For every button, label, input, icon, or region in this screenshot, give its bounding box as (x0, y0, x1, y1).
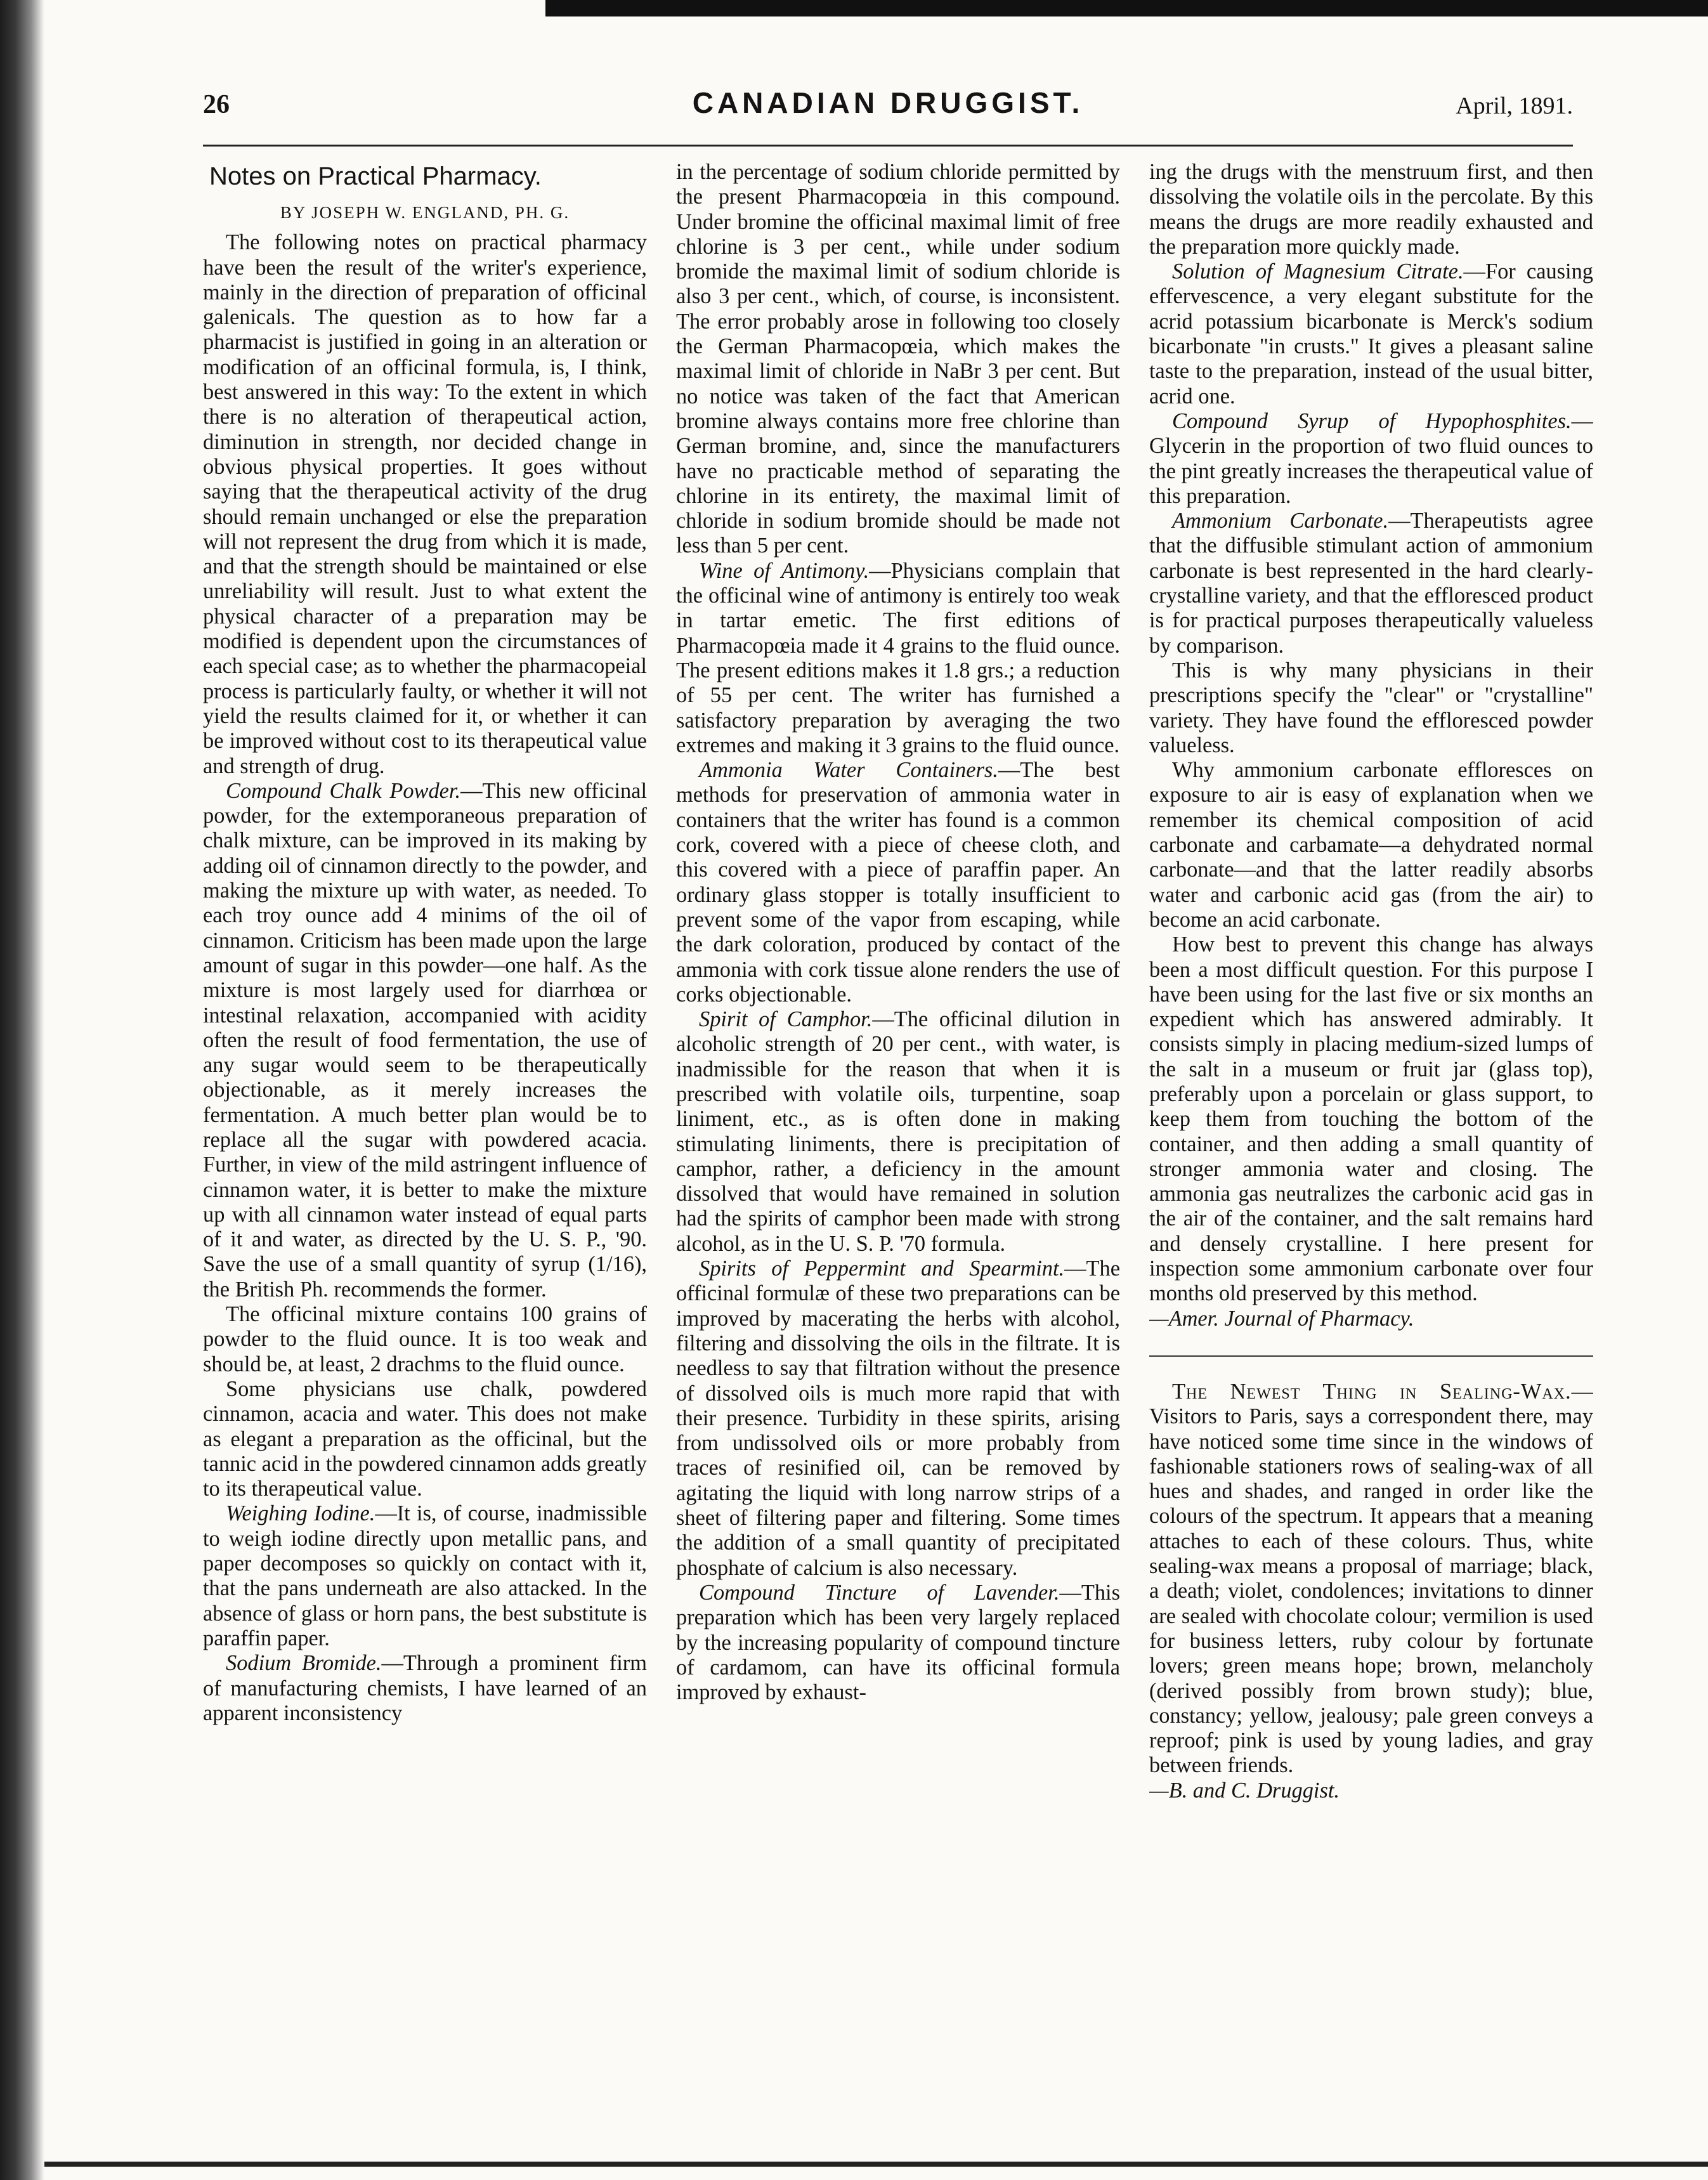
bromide-section (203, 1651, 647, 1726)
antimony-section (676, 559, 1120, 758)
intro-paragraph: The following notes on practical pharmacy have been the result of the writer's experience, mainly in the direction of preparation of officinal galenicals. The question as to how far a pharmacist is justified in going in an alteration or modification of an officinal formula, is, I think, best answered in this way: To the extent in which there is no alteration of therapeutical action, diminution in strength, nor decided change in obvious physical properties. It goes without saying that the therapeutical activity of the drug should remain unchanged or else the preparation will not represent the drug from which it is made, and that the strength should be maintained or else unreliability will result. Just to what extent the physical character of a preparation may be modified is dependent upon the circumstances of each special case; as to whether the pharmacopeial process is particularly faulty, or whether it will not yield the results claimed for it, or whether it can be improved without cost to its therapeutical value and strength of drug. (203, 230, 647, 778)
ammonia-text: —The best methods for preservation of ammonia water in containers that the writer has found is a common cork, covered with a piece of cheese cloth, and this covered with a piece of paraffin paper. An ordinary glass stopper is totally insufficient to prevent some of the vapor from escaping, while the dark coloration, produced by contact of the ammonia with cork tissue alone renders the use of corks objectionable. (676, 758, 1120, 1007)
peppermint-text: —The officinal formulæ of these two preparations can be improved by macerating the herbs with alcohol, filtering and dissolving the oils in the filtrate. It is needless to say that filtration without the presence of dissolved oils is much more rapid that with their presence. Turbidity in these spirits, arising from undissolved oils or more probably from traces of resinified oil, can be removed by agitating the liquid with long narrow strips of a sheet of filtering paper and filtering. Some times the addition of a small quantity of precipitated phosphate of calcium is also necessary. (676, 1256, 1120, 1580)
bromide-heading: Sodium Bromide. (226, 1651, 382, 1676)
journal-title: CANADIAN DRUGGIST. (692, 86, 1084, 119)
column-3 (1149, 160, 1593, 2139)
lavender-continued: ing the drugs with the menstruum first, and then dissolving the volatile oils in the percolate. By this means the drugs are more readily exhausted and the preparation more quickly made. (1149, 160, 1593, 259)
page-header (203, 86, 1573, 124)
chalk-text: —This new officinal powder, for the extemporaneous preparation of chalk mixture, can be improved in its making by adding oil of cinnamon directly to the powder, and making the mixture up with water, as needed. To each troy ounce add 4 minims of the oil of cinnamon. Criticism has been made upon the large amount of sugar in this powder—one half. As the mixture is most largely used for diarrhœa or intestinal relaxation, accompanied with acidity often the result of food fermentation, the use of any sugar would seem to be therapeutically objectionable, as it merely increases the fermentation. A much better plan would be to replace all the sugar with powdered acacia. Further, in view of the mild astringent influence of cinnamon water, it is better to make the mixture up with all cinnamon water instead of equal parts of it and water, as directed by the U. S. P., '90. Save the use of a small quantity of syrup (1/16), the British Ph. recommends the former. (203, 778, 647, 1302)
column-1 (203, 160, 647, 2139)
sealing-wax-heading: The Newest Thing in Sealing-Wax. (1172, 1379, 1572, 1404)
lavender-heading: Compound Tincture of Lavender. (699, 1580, 1060, 1605)
section-separator (1149, 1355, 1593, 1357)
bottom-rule (44, 2162, 1708, 2167)
carbonate-paragraph-4: How best to prevent this change has always been a most difficult question. For this purpose I have been using for the last five or six months an expedient which has answered admirably. It consists simply in placing medium-sized lumps of the salt in a museum or fruit jar (glass top), preferably upon a porcelain or glass support, to keep them from touching the bottom of the container, and then adding a small quantity of stronger ammonia water and closing. The ammonia gas neutralizes the carbonic acid gas in the air of the container, and the salt remains hard and densely crystalline. I here present for inspection some ammonium carbonate over four months old preserved by this method. (1149, 932, 1593, 1306)
carbonate-heading: Ammonium Carbonate. (1172, 509, 1389, 533)
sealing-wax-text: —Visitors to Paris, says a correspondent there, may have noticed some time since in the windows of fashionable stationers rows of sealing-wax of all hues and shades, and ranged in order like the colours of the spectrum. It appears that a meaning attaches to each of these colours. Thus, white sealing-wax means a proposal of marriage; black, a death; violet, condolences; invitations to dinner are sealed with chocolate colour; vermilion is used for business letters, ruby colour by fortunate lovers; green means hope; brown, melancholy (derived possibly from brown study); blue, constancy; yellow, jealousy; pale green conveys a reproof; pink is used by young ladies, and gray between friends. (1149, 1379, 1593, 1778)
camphor-section (676, 1007, 1120, 1256)
iodine-text: —It is, of course, inadmissible to weigh iodine directly upon metallic pans, and paper decomposes so quickly on contact with it, that the pans underneath are also attacked. In the absence of glass or horn pans, the best substitute is paraffin paper. (203, 1501, 647, 1650)
chalk-heading: Compound Chalk Powder. (226, 778, 461, 803)
hypophosphites-section (1149, 409, 1593, 509)
carbonate-text: —Therapeutists agree that the diffusible stimulant action of ammonium carbonate is best represented in the hard clearly-crystalline variety, and that the effloresced product is for practical purposes therapeutically valueless by comparison. (1149, 509, 1593, 658)
page-number: 26 (203, 90, 230, 119)
lavender-text: —This preparation which has been very largely replaced by the increasing popularity of compound tincture of cardamom, can have its officinal formula improved by exhaust- (676, 1580, 1120, 1705)
sealing-wax-section (1149, 1380, 1593, 1779)
iodine-heading: Weighing Iodine. (226, 1501, 375, 1526)
bromide-continued: in the percentage of sodium chloride permitted by the present Pharmacopœia in this compound. Under bromine the officinal maximal limit of free chlorine is 3 per cent., while under sodium bromide the maximal limit of sodium chloride is also 3 per cent., which, of course, is inconsistent. The error probably arose in following too closely the German Pharmacopœia, which makes the maximal limit of chloride in NaBr 3 per cent. But no notice was taken of the fact that American bromine always contains more free chlorine than German bromine, and, since the manufacturers have no practicable method of separating the chlorine in its entirety, the maximal limit of chloride in sodium bromide should be made not less than 5 per cent. (676, 160, 1120, 558)
issue-date: April, 1891. (1456, 93, 1573, 119)
camphor-text: —The officinal dilution in alcoholic strength of 20 per cent., with water, is inadmissible for the reason that when it is prescribed with volatile oils, turpentine, soap liniment, etc., as is often done in making stimulating liniments, there is precipitation of camphor, rather, a deficiency in the amount dissolved that would have remained in solution had the spirits of camphor been made with strong alcohol, as in the U. S. P. '70 formula. (676, 1007, 1120, 1256)
iodine-section (203, 1501, 647, 1651)
peppermint-section (676, 1256, 1120, 1581)
hypophosphites-text: —Glycerin in the proportion of two fluid ounces to the pint greatly increases the therapeutical value of this preparation. (1149, 408, 1593, 508)
header-rule (203, 145, 1573, 147)
chalk-paragraph-2: The officinal mixture contains 100 grains of powder to the fluid ounce. It is too weak and should be, at least, 2 drachms to the fluid ounce. (203, 1302, 647, 1376)
chalk-paragraph-3: Some physicians use chalk, powdered cinnamon, acacia and water. This does not make as elegant a preparation as the officinal, but the tannic acid in the powdered cinnamon adds greatly to its therapeutical value. (203, 1376, 647, 1501)
bromide-text: —Through a prominent firm of manufacturing chemists, I have learned of an apparent inconsistency (203, 1651, 647, 1725)
carbonate-section (1149, 509, 1593, 658)
article-source: —Amer. Journal of Pharmacy. (1149, 1306, 1414, 1331)
camphor-heading: Spirit of Camphor. (699, 1007, 873, 1032)
carbonate-paragraph-3: Why ammonium carbonate effloresces on exposure to air is easy of explanation when we remember its chemical composition of acid carbonate and carbamate—a dehydrated normal carbonate—and that the latter readily absorbs water and carbonic acid gas (from the air) to become an acid carbonate. (1149, 758, 1593, 932)
ammonia-section (676, 758, 1120, 1007)
carbonate-paragraph-2: This is why many physicians in their prescriptions specify the "clear" or "crystalline" variety. They have found the effloresced powder valueless. (1149, 658, 1593, 757)
article-title: Notes on Practical Pharmacy. (209, 162, 542, 190)
article-byline: BY JOSEPH W. ENGLAND, PH. G. (280, 203, 570, 222)
column-2 (676, 160, 1120, 2139)
magnesium-text: —For causing effervescence, a very elegant substitute for the acrid potassium bicarbonate is Merck's sodium bicarbonate "in crusts." It gives a pleasant saline taste to the preparation, instead of the usual bitter, acrid one. (1149, 259, 1593, 408)
hypophosphites-heading: Compound Syrup of Hypophosphites. (1172, 408, 1572, 433)
chalk-section (203, 779, 647, 1302)
magnesium-section (1149, 259, 1593, 409)
top-rule (545, 0, 1708, 16)
peppermint-heading: Spirits of Peppermint and Spearmint. (699, 1256, 1065, 1281)
lavender-section (676, 1581, 1120, 1705)
magnesium-heading: Solution of Magnesium Citrate. (1172, 259, 1464, 284)
sealing-wax-source: —B. and C. Druggist. (1149, 1778, 1340, 1803)
antimony-text: —Physicians complain that the officinal wine of antimony is entirely too weak in tartar emetic. The first editions of Pharmacopœia made it 4 grains to the fluid ounce. The present editions makes it 1.8 grs.; a reduction of 55 per cent. The writer has furnished a satisfactory preparation by averaging the two extremes and making it 3 grains to the fluid ounce. (676, 558, 1120, 757)
ammonia-heading: Ammonia Water Containers. (699, 758, 998, 783)
antimony-heading: Wine of Antimony. (699, 558, 870, 583)
page-binding-shadow (0, 0, 44, 2180)
